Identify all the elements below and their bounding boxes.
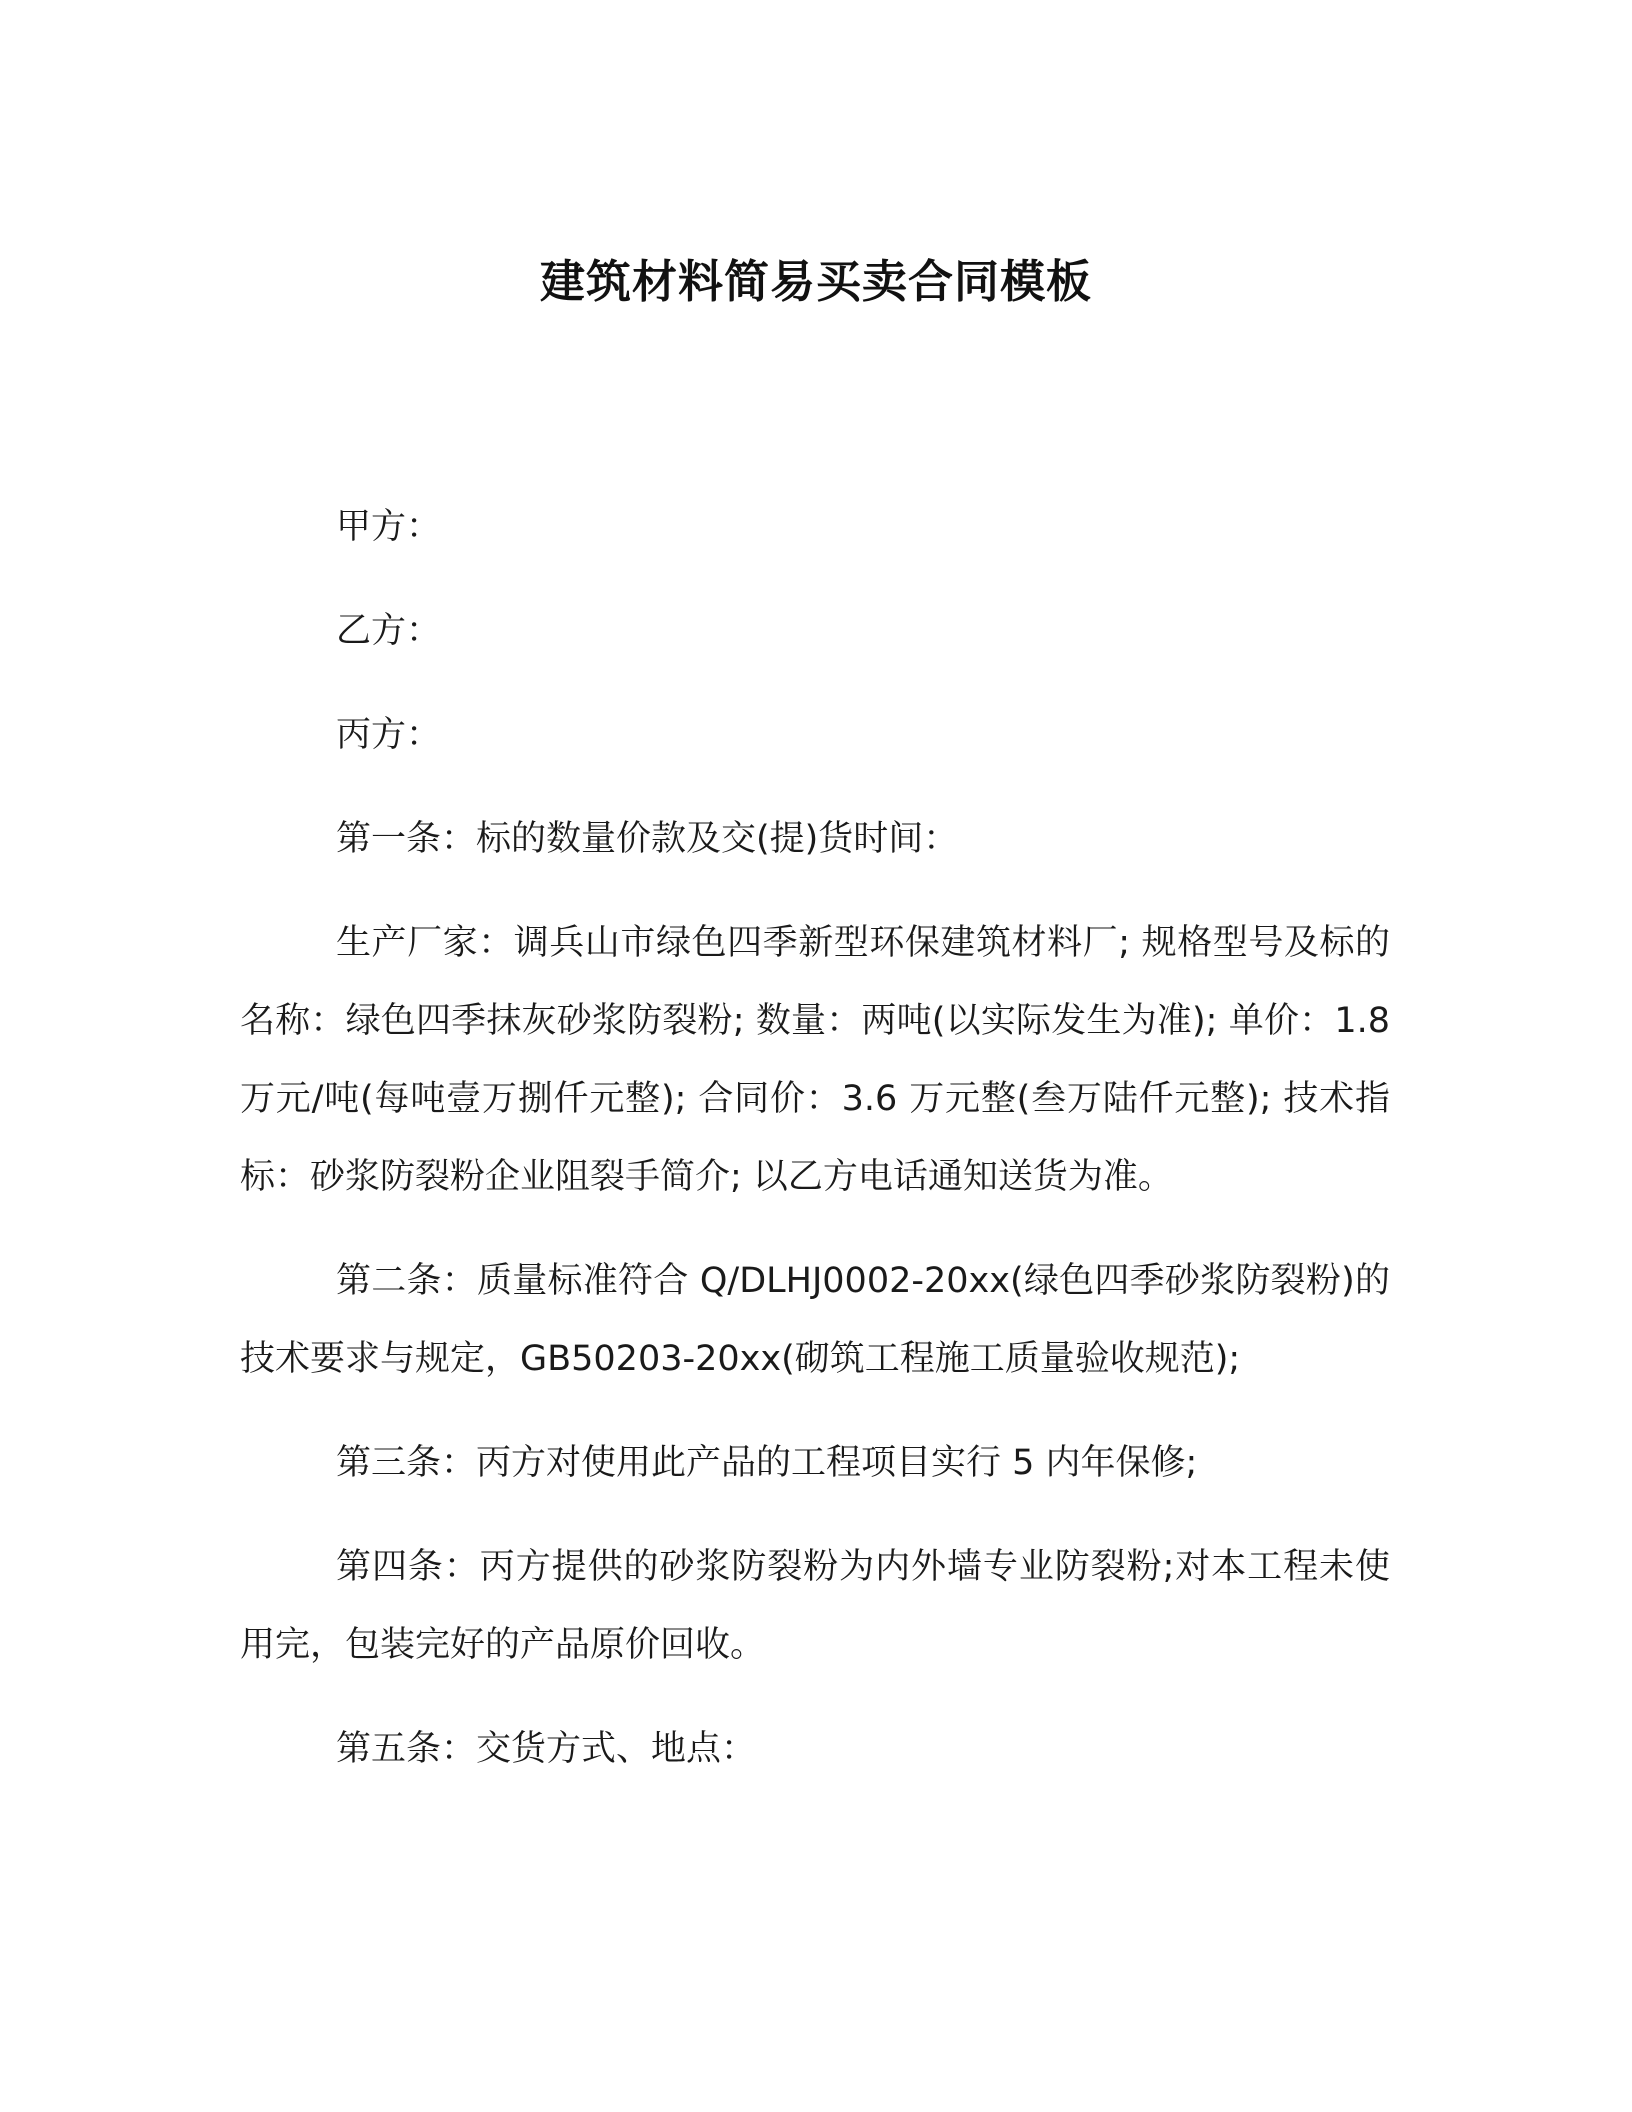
article-5: 第五条：交货方式、地点：: [336, 1729, 757, 1769]
party-a-line: 甲方：: [336, 507, 442, 547]
document-body: [240, 488, 1390, 1788]
article-3: 第三条：丙方对使用此产品的工程项目实行 5 内年保修;: [336, 1443, 1198, 1483]
article-4: 第四条：丙方提供的砂浆防裂粉为内外墙专业防裂粉;对本工程未使用完，包装完好的产品原价回收。: [240, 1547, 1390, 1665]
article-2: 第二条：质量标准符合 Q/DLHJ0002-20xx(绿色四季砂浆防裂粉)的技术要求与规定，GB50203-20xx(砌筑工程施工质量验收规范);: [240, 1261, 1390, 1379]
article-1-heading: 第一条：标的数量价款及交(提)货时间：: [336, 819, 959, 859]
party-c-line: 丙方：: [336, 715, 442, 755]
article-1-detail: 生产厂家：调兵山市绿色四季新型环保建筑材料厂; 规格型号及标的名称：绿色四季抹灰砂浆防裂粉; 数量：两吨(以实际发生为准); 单价：1.8 万元/吨(每吨壹万捌仟元整); 合同价：3.6 万元整(叁万陆仟元整); 技术指标：砂浆防裂粉企业阻裂手简介; 以乙方电话通知送货为准。: [240, 923, 1390, 1197]
document-title: 建筑材料简易买卖合同模板: [539, 255, 1092, 309]
party-b-line: 乙方：: [336, 611, 442, 651]
